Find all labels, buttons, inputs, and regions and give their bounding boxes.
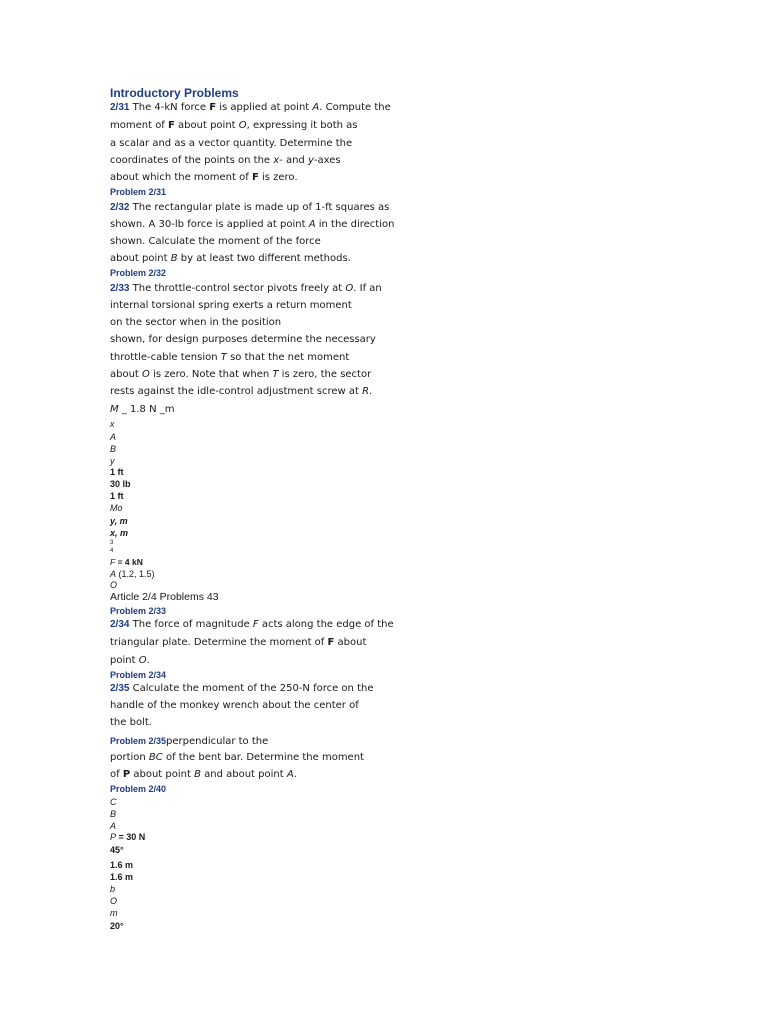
figure-label-3: 3 [110,540,114,546]
figure-label-p: P = 30 N [110,832,146,842]
figure-label-b-lower: b [110,884,116,894]
figure-label-ym: y, m [110,516,128,526]
figure-label-b: B [110,444,117,454]
p233-line-8: M _ 1.8 N _m [110,404,175,415]
p233-line-6: about O is zero. Note that when T is zero, the sector [110,369,372,380]
p231-line-1: 2/31 The 4-kN force F is applied at point A. Compute the [110,102,391,113]
p235-line-3: the bolt. [110,717,152,728]
problem-number: 2/31 [110,102,130,113]
figure-label-45deg: 45° [110,845,124,855]
figure-label-x: x [110,419,115,429]
p231-line-2: moment of F about point O, expressing it both as [110,120,358,131]
p231-line-4: coordinates of the points on the x- and y-axes [110,155,341,166]
p232-line-1: 2/32 The rectangular plate is made up of 1-ft squares as [110,202,390,213]
figure-label-force: F = 4 kN [110,557,143,567]
p233-line-1: 2/33 The throttle-control sector pivots freely at O. If an [110,283,382,294]
p234-line-3: point O. [110,655,150,666]
problem-number: 2/32 [110,202,130,213]
problem-number: 2/35 [110,683,130,694]
p232-line-3: shown. Calculate the moment of the force [110,236,321,247]
figure-label-point-a: A (1.2, 1.5) [110,569,155,579]
problem-caption: Problem 2/34 [110,670,167,680]
figure-label-a: A [110,432,117,442]
problem-number: 2/33 [110,283,130,294]
p232-line-2: shown. A 30-lb force is applied at point A in the direction [110,219,395,230]
p235-line-1: 2/35 Calculate the moment of the 250-N force on the [110,683,374,694]
p234-line-2: triangular plate. Determine the moment of F about [110,637,367,648]
p232-line-4: about point B by at least two different methods. [110,253,351,264]
p235-line-2: handle of the monkey wrench about the center of [110,700,359,711]
figure-label-a: A [110,821,117,831]
section-heading: Introductory Problems [110,86,239,100]
p235-line-5: portion BC of the bent bar. Determine the moment [110,752,364,763]
p235-line-6: of P about point B and about point A. [110,769,297,780]
problem-caption: Problem 2/31 [110,187,167,197]
figure-label-o: O [110,580,118,590]
problem-caption: Problem 2/32 [110,268,167,278]
p235-line-4: Problem 2/35perpendicular to the [110,736,269,747]
figure-label-m: m [110,908,118,918]
figure-label-xm: x, m [110,528,129,538]
p233-line-3: on the sector when in the position [110,317,282,328]
p233-line-2: internal torsional spring exerts a return moment [110,300,352,311]
figure-label-1ft: 1 ft [110,491,124,501]
figure-label-mo: Mo [110,503,123,513]
figure-label-4: 4 [110,548,114,554]
figure-label-b: B [110,809,117,819]
figure-label-1ft: 1 ft [110,467,124,477]
figure-label-y: y [110,456,115,466]
figure-label-c: C [110,797,117,807]
p231-line-5: about which the moment of F is zero. [110,172,298,183]
figure-label-1-6m: 1.6 m [110,860,134,870]
figure-label-o: O [110,896,118,906]
article-header: Article 2/4 Problems 43 [110,591,219,603]
p233-line-5: throttle-cable tension T so that the net moment [110,352,350,363]
p233-line-7: rests against the idle-control adjustment screw at R. [110,386,373,397]
figure-label-30lb: 30 lb [110,479,131,489]
figure-label-20deg: 20° [110,921,124,931]
problem-caption: Problem 2/40 [110,784,167,794]
problem-number: 2/34 [110,619,130,630]
problem-caption: Problem 2/33 [110,606,167,616]
p234-line-1: 2/34 The force of magnitude F acts along the edge of the [110,619,394,630]
p233-line-4: shown, for design purposes determine the necessary [110,334,376,345]
figure-label-1-6m: 1.6 m [110,872,134,882]
problem-caption: Problem 2/35 [110,736,167,746]
p231-line-3: a scalar and as a vector quantity. Determine the [110,138,353,149]
